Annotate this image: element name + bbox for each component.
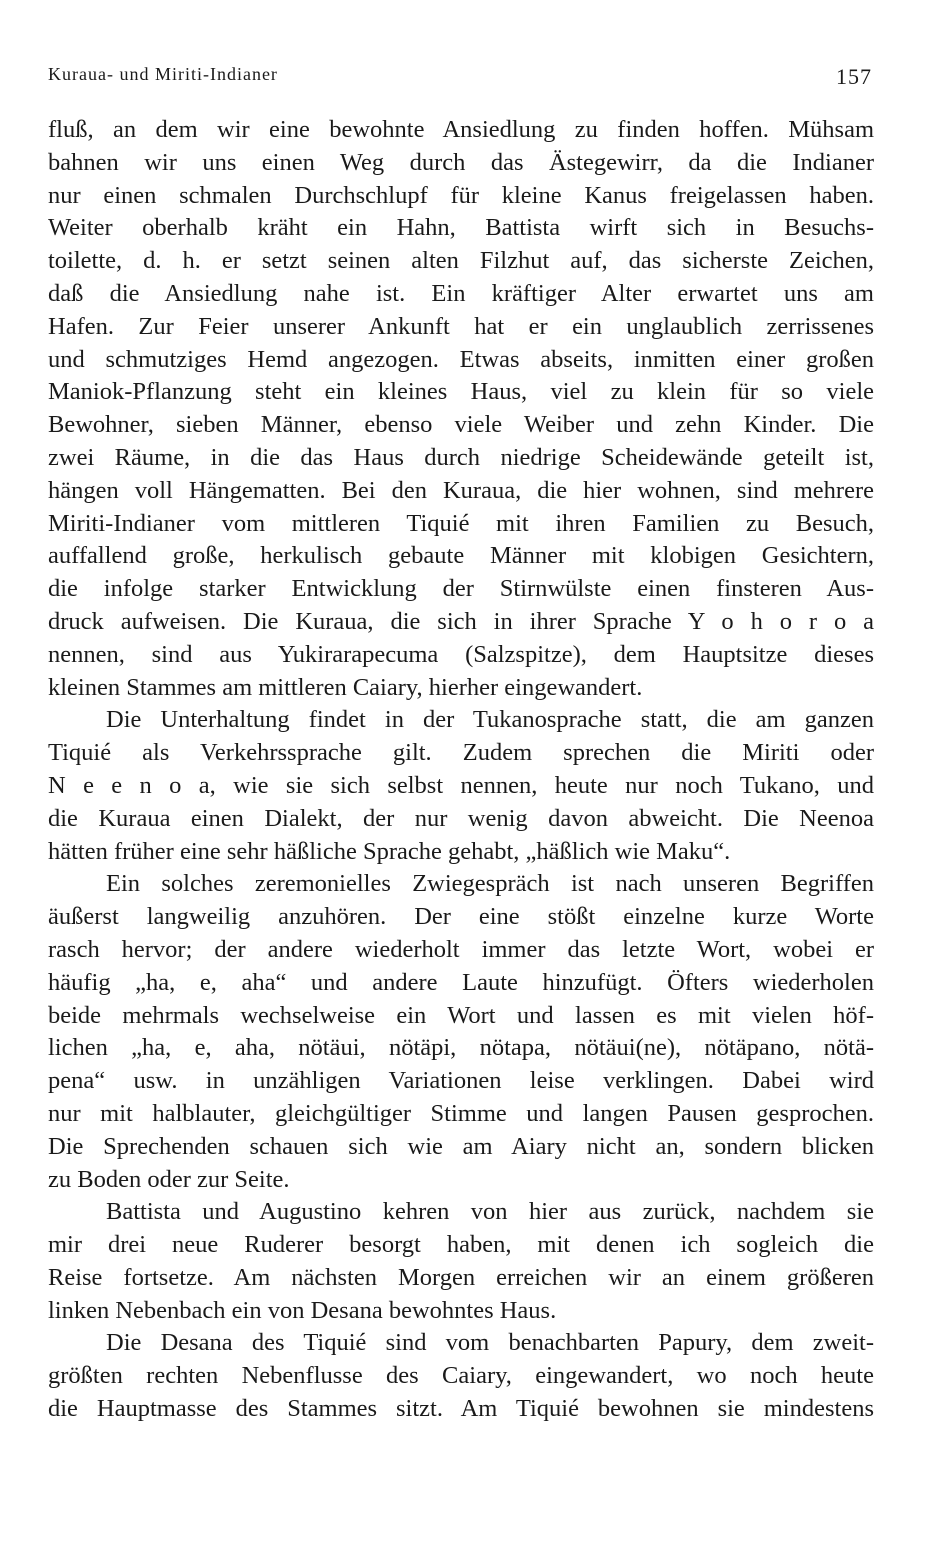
text-line: Die Sprechenden schauen sich wie am Aiary nicht an, sondern blicken (48, 1132, 874, 1160)
text-line: N e e n o a, wie sie sich selbst nennen, heute nur noch Tukano, und (48, 771, 874, 799)
text-line: Hafen. Zur Feier unserer Ankunft hat er ein unglaublich zerrissenes (48, 312, 874, 340)
text-line: nur mit halblauter, gleichgültiger Stimme und langen Pausen gesprochen. (48, 1099, 874, 1127)
page-header (48, 64, 872, 92)
text-line: Weiter oberhalb kräht ein Hahn, Battista wirft sich in Besuchs- (48, 214, 874, 242)
text-line: die Kuraua einen Dialekt, der nur wenig davon abweicht. Die Neenoa (48, 804, 874, 832)
text-line: Maniok-Pflanzung steht ein kleines Haus, viel zu klein für so viele (48, 378, 874, 406)
text-line: hätten früher eine sehr häßliche Sprache gehabt, „häßlich wie Maku“. (48, 837, 731, 865)
text-line: die Hauptmasse des Stammes sitzt. Am Tiquié bewohnen sie mindestens (48, 1395, 874, 1423)
text-line: auffallend große, herkulisch gebaute Männer mit klobigen Gesichtern, (48, 542, 874, 570)
text-line: Reise fortsetze. Am nächsten Morgen erreichen wir an einem größeren (48, 1263, 874, 1291)
paragraph (48, 114, 874, 704)
text-line: druck aufweisen. Die Kuraua, die sich in ihrer Sprache Y o h o r o a (48, 607, 874, 635)
text-line: pena“ usw. in unzähligen Variationen leise verklingen. Dabei wird (48, 1067, 874, 1095)
text-line: die infolge starker Entwicklung der Stirnwülste einen finsteren Aus- (48, 575, 874, 603)
body-text (48, 114, 874, 1426)
paragraph (48, 868, 874, 1196)
text-line: nennen, sind aus Yukirarapecuma (Salzspitze), dem Hauptsitze dieses (48, 640, 874, 668)
text-line: daß die Ansiedlung nahe ist. Ein kräftiger Alter erwartet uns am (48, 279, 874, 307)
text-line: nur einen schmalen Durchschlupf für kleine Kanus freigelassen haben. (48, 181, 874, 209)
text-line: Die Desana des Tiquié sind vom benachbarten Papury, dem zweit- (106, 1329, 874, 1357)
paragraph (48, 1196, 874, 1327)
text-line: beide mehrmals wechselweise ein Wort und lassen es mit vielen höf- (48, 1001, 874, 1029)
text-line: zu Boden oder zur Seite. (48, 1165, 290, 1193)
text-line: zwei Räume, in die das Haus durch niedrige Scheidewände geteilt ist, (48, 443, 874, 471)
text-line: größten rechten Nebenflusse des Caiary, eingewandert, wo noch heute (48, 1362, 874, 1390)
text-line: hängen voll Hängematten. Bei den Kuraua, die hier wohnen, sind mehrere (48, 476, 874, 504)
text-line: mir drei neue Ruderer besorgt haben, mit denen ich sogleich die (48, 1231, 874, 1259)
text-line: und schmutziges Hemd angezogen. Etwas abseits, inmitten einer großen (48, 345, 874, 373)
paragraph (48, 704, 874, 868)
text-line: häufig „ha, e, aha“ und andere Laute hinzufügt. Öfters wiederholen (48, 968, 874, 996)
text-line: Tiquié als Verkehrssprache gilt. Zudem sprechen die Miriti oder (48, 739, 874, 767)
text-line: lichen „ha, e, aha, nötäui, nötäpi, nötapa, nötäui(ne), nötäpano, nötä- (48, 1034, 874, 1062)
running-head: Kuraua- und Miriti-Indianer (48, 64, 278, 84)
text-line: äußerst langweilig anzuhören. Der eine stößt einzelne kurze Worte (48, 903, 874, 931)
text-line: Ein solches zeremonielles Zwiegespräch ist nach unseren Begriffen (106, 870, 874, 898)
text-line: linken Nebenbach ein von Desana bewohntes Haus. (48, 1296, 557, 1324)
text-line: Battista und Augustino kehren von hier aus zurück, nachdem sie (106, 1198, 874, 1226)
page-number: 157 (836, 64, 872, 89)
text-line: rasch hervor; der andere wiederholt immer das letzte Wort, wobei er (48, 935, 874, 963)
text-line: toilette, d. h. er setzt seinen alten Filzhut auf, das sicherste Zeichen, (48, 247, 874, 275)
paragraph (48, 1327, 874, 1425)
text-line: Die Unterhaltung findet in der Tukanosprache statt, die am ganzen (106, 706, 874, 734)
text-line: Miriti-Indianer vom mittleren Tiquié mit ihren Familien zu Besuch, (48, 509, 874, 537)
text-line: bahnen wir uns einen Weg durch das Ästegewirr, da die Indianer (48, 148, 874, 176)
text-line: kleinen Stammes am mittleren Caiary, hierher eingewandert. (48, 673, 643, 701)
text-line: fluß, an dem wir eine bewohnte Ansiedlung zu finden hoffen. Mühsam (48, 116, 874, 143)
text-line: Bewohner, sieben Männer, ebenso viele Weiber und zehn Kinder. Die (48, 411, 874, 439)
